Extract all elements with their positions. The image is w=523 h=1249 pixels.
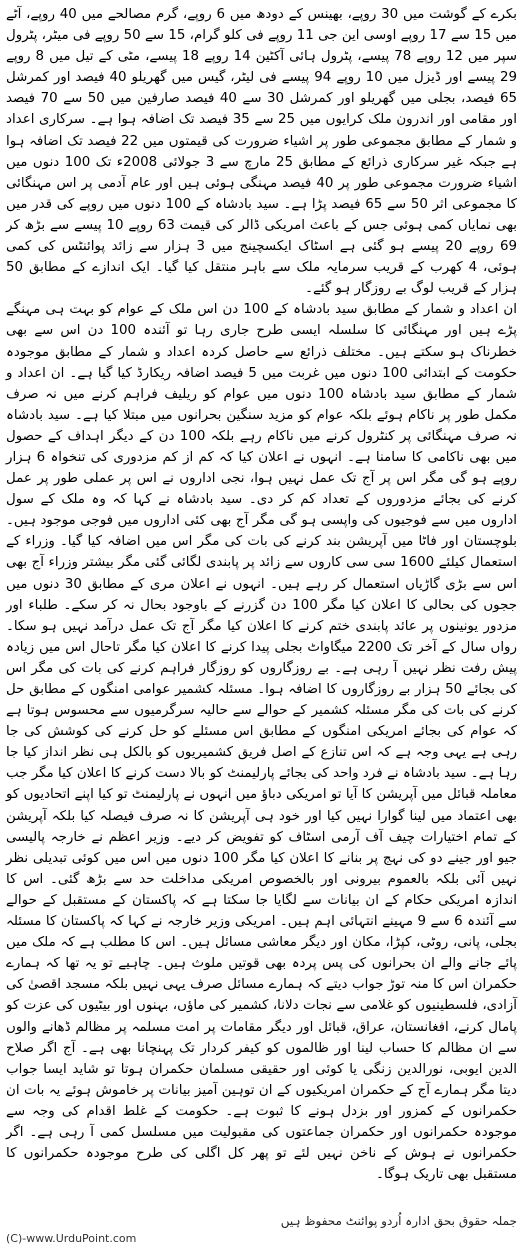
copyright-notice: جملہ حقوق بحق ادارہ اُردو پوائنٹ محفوظ ہیں (280, 1214, 517, 1228)
source-link[interactable]: (C)-www.UrduPoint.com (6, 1232, 137, 1245)
article-body (6, 4, 517, 1185)
article-paragraph-2: ان اعداد و شمار کے مطابق سید بادشاہ کے 100 دن اس ملک کے عوام کو بہت ہی مہنگے پڑے ہیں اور مہنگائی کا سلسلہ ایسی طرح جاری رہا تو آئندہ 100 دن اس سے بھی خطرناک ہو سکتے ہیں۔ مختلف ذرائع سے حاصل کردہ اعداد و شمار کے مطابق موجودہ حکومت کے ابتدائی 100 دنوں میں غربت میں 5 فیصد اضافہ ریکارڈ کیا گیا ہے۔ ان اعداد و شمار کے مطابق سید بادشاہ 100 دنوں میں عوام کو ریلیف فراہم کرنے میں نہ صرف مکمل طور پر ناکام ہوئے بلکہ عوام کو مزید سنگین بحرانوں میں مبتلا کیا ہے۔ سید بادشاہ نہ صرف مہنگائی پر کنٹرول کرنے میں ناکام رہے بلکہ 100 دن کے دیگر اہداف کے حصول میں بھی ناکامی کا سامنا ہے۔ انہوں نے اعلان کیا کہ کم از کم مزدوری کی تنخواہ 6 ہزار روپے ہو گی مگر اس پر آج تک عمل نہیں ہوا، نجی اداروں نے اس پر عملی طور پر عمل کرنے کی بجائے مزدوروں کے تعداد کم کر دی۔ سید بادشاہ نے کہا کہ وہ ملک کے سول اداروں میں سے فوجیوں کی واپسی ہو گی مگر آج بھی کئی اداروں میں فوجی موجود ہیں۔ بلوچستان اور فاٹا میں آپریشن بند کرنے کی بات کی مگر اس میں اضافہ کیا گیا۔ وزراء کے استعمال کیلئے 1600 سی سی کاروں سے زائد پر پابندی لگائی گئی مگر بیشتر وزراء آج بھی اس سے بڑی گاڑیاں استعمال کر رہے ہیں۔ انہوں نے اعلان مری کے مطابق 30 دنوں میں ججوں کی بحالی کا اعلان کیا مگر 100 دن گزرنے کے باوجود بحال نہ کر سکے۔ طلباء اور مزدور یونینوں پر عائد پابندی ختم کرنے کا اعلان کیا مگر آج تک عمل درآمد نہیں ہو سکا۔ رواں سال کے آخر تک 2200 میگاواٹ بجلی پیدا کرنے کا اعلان کیا مگر تاحال اس میں زیادہ پیش رفت نظر نہیں آ رہی ہے۔ بے روزگاروں کو روزگار فراہم کرنے کی بات کی مگر اس کی بجائے 50 ہزار بے روزگاروں کا اضافہ ہوا۔ مسئلہ کشمیر عوامی امنگوں کے مطابق حل کرنے کی بات کی مگر مسئلہ کشمیر کے حوالے سے حالیہ سرگرمیوں سے محسوس ہوتا ہے کہ عوام کی بجائے امریکی امنگوں کے مطابق اس مسئلے کو حل کرنے کی کوشش کی جا رہی ہے یہی وجہ ہے کہ اس تنازع کے اصل فریق کشمیریوں کو بالکل ہی نظر انداز کیا جا رہا ہے۔ سید بادشاہ نے فرد واحد کی بجائے پارلیمنٹ کو بالا دست کرنے کا اعلان کیا مگر جب معاملہ قبائل میں آپریشن کا آیا تو امریکی دباؤ میں انہوں نے پارلیمنٹ تو کیا اپنے اتحادیوں کو بھی اعتماد میں لینا گوارا نہیں کیا اور خود ہی آپریشن کا نہ صرف فیصلہ کیا بلکہ آپریشن کے تمام اختیارات چیف آف آرمی اسٹاف کو تفویض کر دیے۔ وزیر اعظم نے خارجہ پالیسی جیو اور جینے دو کی نہج پر بنانے کا اعلان کیا مگر 100 دنوں میں اس میں کوئی تبدیلی نظر نہیں آئی بلکہ بالعموم بیرونی اور بالخصوص امریکی مداخلت حد سے بڑھ گئی۔ اس کا اندازہ امریکی حکام کے ان بیانات سے لگایا جا سکتا ہے کہ پاکستان کے مستقبل کے حوالے سے آئندہ 6 سے 9 مہینے انتہائی اہم ہیں۔ امریکی وزیر خارجہ نے کہا کہ پاکستان کا مسئلہ بجلی، پانی، روٹی، کپڑا، مکان اور دیگر معاشی مسائل ہیں۔ اس کا مطلب ہے کہ ملک میں پائے جانے والے ان بحرانوں کی پس پردہ بھی قوتیں ملوث ہیں۔ چاہیے تو یہ تھا کہ ہمارے حکمران اس کا منہ توڑ جواب دیتے کہ ہمارے مسائل صرف یہی نہیں بلکہ مسجد اقصیٰ کی آزادی، فلسطینیوں کو غلامی سے نجات دلانا، کشمیر کی ماؤں، بہنوں اور بیٹیوں کی عزت کو پامال کرنے، افغانستان، عراق، قبائل اور دیگر مقامات پر امت مسلمہ پر مظالم ڈھانے والوں سے ان مظالم کا حساب لینا اور ظالموں کو کیفر کردار تک پہنچانا بھی ہے۔ آج اگر صلاح الدین ایوبی، نورالدین زنگی یا کوئی اور حقیقی مسلمان حکمران ہوتا تو شاید ایسا جواب دیتا مگر ہمارے آج کے حکمران امریکیوں کے ان توہین آمیز بیانات پر خاموش ہوئے یہ بات ان حکمرانوں کے کمزور اور بزدل ہونے کا ثبوت ہے۔ حکومت کے غلط اقدام کی وجہ سے موجودہ حکمرانوں اور حکمران جماعتوں کی مقبولیت میں مسلسل کمی آ رہی ہے۔ اگر حکمرانوں نے ہوش کے ناخن نہیں لئے تو پھر کل اگلی کی طرح موجودہ حکمرانوں کا مستقبل بھی تاریک ہوگا۔ (6, 302, 517, 1183)
page-footer (6, 1213, 517, 1247)
article-paragraph-1: بکرے کے گوشت میں 30 روپے، بھینس کے دودھ میں 6 روپے، گرم مصالحے میں 40 روپے، آٹے میں 15 سے 17 روپے اوسی این جی 11 روپے فی کلو گرام، 15 سے 50 روپے فی میٹر، پٹرول سپر میں 12 روپے 78 پیسے، پٹرول ہائی آکٹین 14 روپے 18 پیسے، مٹی کے تیل میں 8 روپے 29 پیسے اور ڈیزل میں 10 روپے 94 پیسے فی لیٹر، گیس میں گھریلو 40 فیصد اور کمرشل 65 فیصد، بجلی میں گھریلو اور کمرشل 30 سے 40 فیصد صارفین میں 50 سے 70 فیصد اور مقامی اور اندرون ملک کرایوں میں 25 سے 35 فیصد تک اضافہ ہوا ہے۔ سرکاری اعداد و شمار کے مطابق مجموعی طور پر اشیاء ضرورت کی قیمتوں میں 22 فیصد تک اضافہ ہوا ہے جبکہ غیر سرکاری ذرائع کے مطابق 25 مارچ سے 3 جولائی 2008ء تک 100 دنوں میں اشیاء ضرورت مجموعی طور پر 40 فیصد مہنگی ہوئی ہیں اور عام آدمی پر اس مہنگائی کا مجموعی اثر 50 سے 65 فیصد پڑا ہے۔ سید بادشاہ کے 100 دنوں میں روپے کی قدر میں بھی نمایاں کمی ہوئی جس کے باعث امریکی ڈالر کی قیمت 63 روپے 10 پیسے سے بڑھ کر 69 روپے 20 پیسے ہو گئی ہے اسٹاک ایکسچینج میں 3 ہزار سے زائد پوائنٹس کی کمی ہوئی، 4 کھرب کے قریب سرمایہ ملک سے باہر منتقل کیا گیا۔ ایک اندازے کے مطابق 50 ہزار کے قریب لوگ بے روزگار ہو گئے۔ (6, 7, 518, 297)
